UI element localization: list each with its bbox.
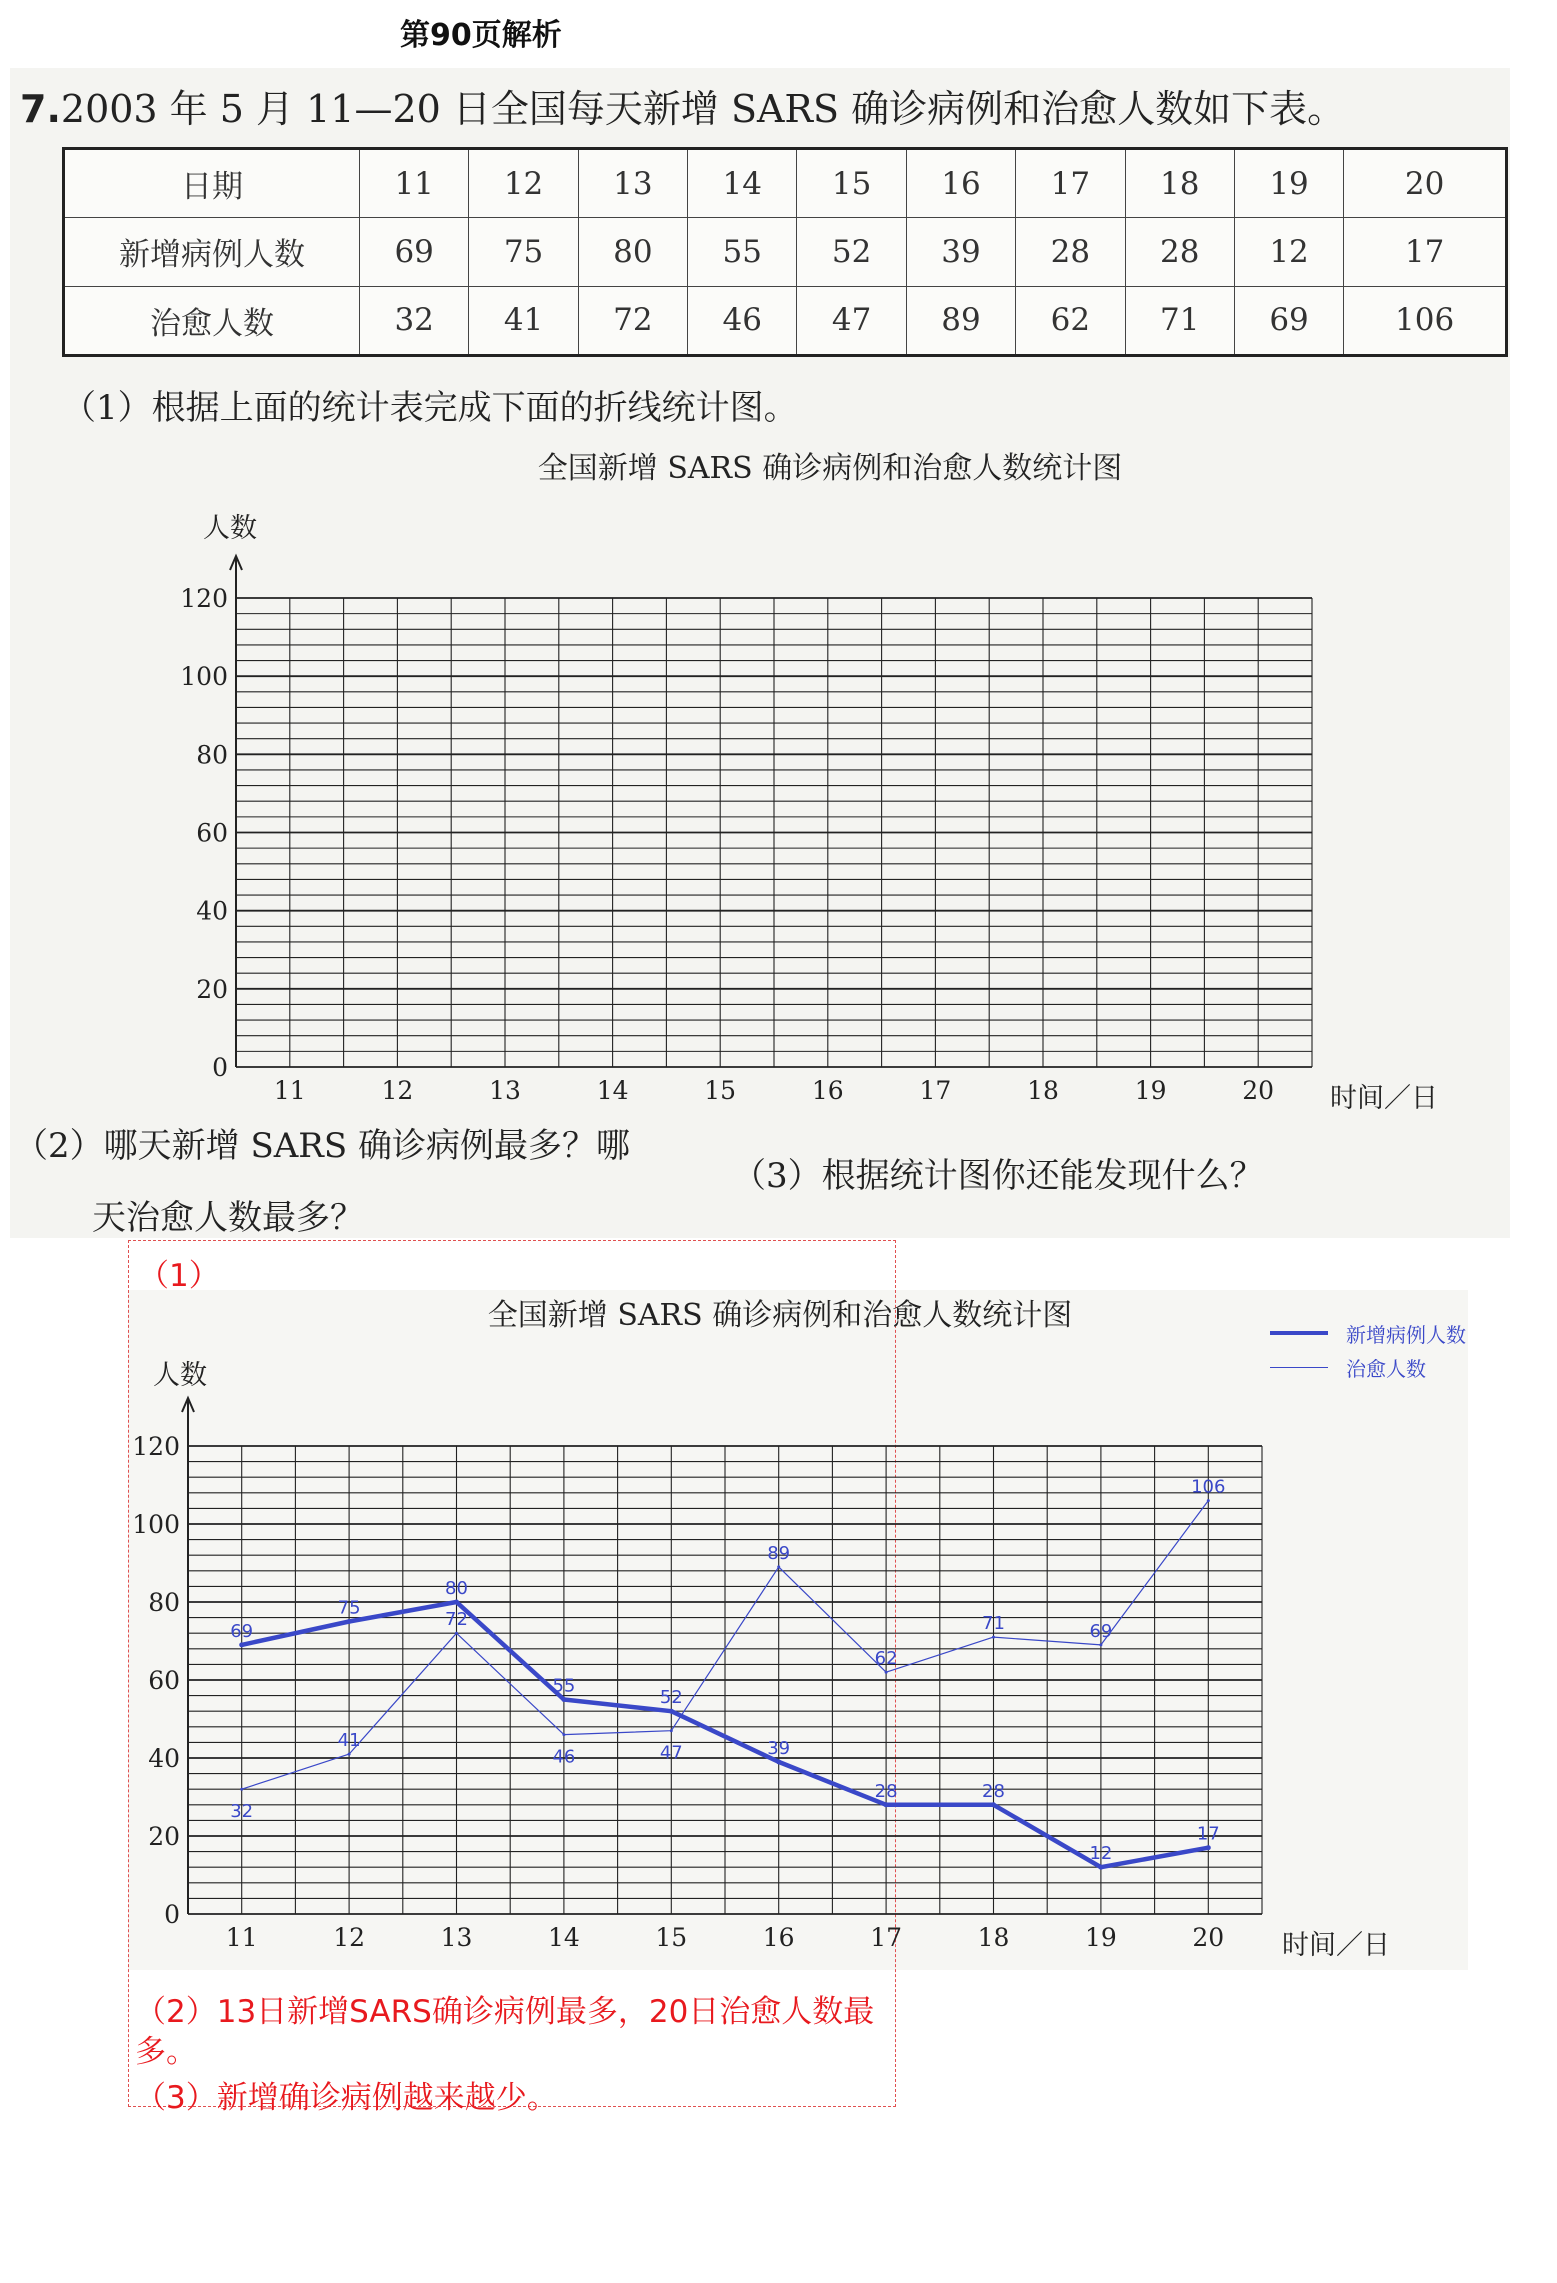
- data-point: [776, 1759, 781, 1764]
- chart-title: 全国新增 SARS 确诊病例和治愈人数统计图: [487, 1298, 1073, 1333]
- x-axis-label: 时间／日: [1330, 1083, 1438, 1114]
- table-cell: 52: [797, 218, 906, 286]
- legend-label: 新增病例人数: [1346, 1322, 1466, 1347]
- question-2-line2: 天治愈人数最多？: [92, 1198, 364, 1238]
- x-tick-label: 17: [870, 1923, 903, 1952]
- table-cell: 41: [469, 286, 578, 355]
- x-tick-label: 18: [977, 1923, 1010, 1952]
- table-cell: 39: [906, 218, 1015, 286]
- table-cell: 12: [1234, 218, 1343, 286]
- table-cell: 47: [797, 286, 906, 355]
- data-point: [777, 1565, 780, 1568]
- data-label: 89: [767, 1542, 791, 1564]
- data-label: 47: [659, 1742, 683, 1764]
- data-point: [239, 1642, 244, 1647]
- x-tick-label: 18: [1027, 1076, 1059, 1105]
- table-cell: 69: [1234, 286, 1343, 355]
- y-tick-label: 20: [148, 1822, 180, 1851]
- data-label: 69: [1089, 1620, 1113, 1642]
- answer-2-line1: （2）13日新增SARS确诊病例最多，20日治愈人数最: [135, 1994, 875, 2030]
- y-tick-label: 100: [180, 662, 228, 692]
- legend-item: [1270, 1350, 1466, 1384]
- table-cell: 28: [1016, 218, 1125, 286]
- data-point: [1099, 1643, 1102, 1646]
- data-point: [454, 1600, 459, 1605]
- data-point: [455, 1632, 458, 1635]
- table-cell: 106: [1344, 286, 1507, 355]
- data-label: 55: [552, 1675, 576, 1697]
- legend-item: [1270, 1316, 1466, 1350]
- y-tick-label: 0: [164, 1900, 180, 1929]
- data-label: 72: [445, 1609, 468, 1631]
- question-2-line1: （2）哪天新增 SARS 确诊病例最多？哪: [14, 1126, 630, 1166]
- data-point: [992, 1636, 995, 1639]
- chart-title: 全国新增 SARS 确诊病例和治愈人数统计图: [537, 451, 1123, 486]
- question-1: （1）根据上面的统计表完成下面的折线统计图。: [62, 388, 798, 428]
- table-cell: 32: [360, 286, 469, 355]
- data-label: 71: [982, 1613, 1005, 1635]
- data-point: [670, 1729, 673, 1732]
- y-tick-label: 60: [148, 1666, 180, 1695]
- data-label: 46: [552, 1746, 576, 1768]
- data-point: [562, 1733, 565, 1736]
- table-cell: 75: [469, 218, 578, 286]
- table-cell: 28: [1125, 218, 1234, 286]
- data-label: 28: [982, 1780, 1005, 1802]
- y-tick-label: 20: [196, 974, 228, 1004]
- data-label: 32: [230, 1801, 254, 1823]
- table-cell: 72: [578, 286, 687, 355]
- y-tick-label: 0: [212, 1053, 228, 1082]
- x-tick-label: 16: [811, 1076, 844, 1105]
- data-point: [1207, 1499, 1210, 1502]
- data-point: [1098, 1865, 1103, 1870]
- data-label: 28: [874, 1780, 898, 1802]
- x-tick-label: 15: [655, 1923, 688, 1952]
- x-axis-label: 时间／日: [1282, 1930, 1390, 1961]
- table-cell: 16: [906, 149, 1015, 218]
- y-tick-label: 80: [148, 1588, 180, 1617]
- data-point: [347, 1619, 352, 1624]
- table-cell: 11: [360, 149, 469, 218]
- problem-number: 7.: [20, 87, 61, 131]
- y-tick-label: 120: [180, 584, 228, 613]
- legend-label: 治愈人数: [1346, 1356, 1426, 1381]
- table-row-label: 新增病例人数: [64, 218, 360, 286]
- x-tick-label: 12: [381, 1076, 414, 1105]
- data-point: [1206, 1845, 1211, 1850]
- data-label: 52: [659, 1687, 683, 1709]
- data-label: 62: [874, 1648, 898, 1670]
- answer-1-label: （1）: [138, 1258, 220, 1294]
- data-point: [348, 1753, 351, 1756]
- x-tick-label: 19: [1084, 1923, 1117, 1952]
- data-label: 75: [337, 1597, 361, 1619]
- y-tick-label: 40: [148, 1744, 180, 1773]
- table-header-label: 日期: [64, 149, 360, 218]
- x-tick-label: 12: [333, 1923, 366, 1952]
- x-tick-label: 20: [1192, 1923, 1225, 1952]
- answer-2-line2: 多。: [135, 2034, 197, 2070]
- table-cell: 18: [1125, 149, 1234, 218]
- answer-3: （3）新增确诊病例越来越少。: [135, 2080, 558, 2116]
- x-tick-label: 15: [704, 1076, 737, 1105]
- legend-swatch-thick: [1270, 1331, 1328, 1335]
- table-cell: 17: [1016, 149, 1125, 218]
- data-label: 39: [767, 1737, 791, 1759]
- data-point: [240, 1788, 243, 1791]
- question-3: （3）根据统计图你还能发现什么？: [732, 1156, 1264, 1196]
- y-tick-label: 40: [196, 896, 228, 926]
- y-axis-label: 人数: [153, 1360, 207, 1391]
- legend-swatch-thin: [1270, 1367, 1328, 1368]
- table-row-label: 治愈人数: [64, 286, 360, 355]
- x-tick-label: 19: [1134, 1076, 1167, 1105]
- y-tick-label: 80: [196, 740, 228, 770]
- table-cell: 89: [906, 286, 1015, 355]
- y-tick-label: 120: [132, 1432, 180, 1461]
- table-cell: 71: [1125, 286, 1234, 355]
- table-cell: 46: [688, 286, 797, 355]
- data-label: 41: [337, 1730, 361, 1752]
- table-cell: 55: [688, 218, 797, 286]
- x-tick-label: 20: [1242, 1076, 1275, 1105]
- chart-legend: [1270, 1316, 1466, 1384]
- y-tick-label: 100: [132, 1510, 180, 1539]
- x-tick-label: 13: [489, 1076, 521, 1105]
- table-cell: 19: [1234, 149, 1343, 218]
- data-point: [561, 1697, 566, 1702]
- problem-text: 2003 年 5 月 11—20 日全国每天新增 SARS 确诊病例和治愈人数如下表。: [60, 87, 1346, 131]
- data-label: 106: [1191, 1476, 1226, 1498]
- x-tick-label: 11: [273, 1076, 306, 1105]
- data-point: [885, 1671, 888, 1674]
- page-title: 第90页解析: [400, 18, 562, 53]
- table-cell: 14: [688, 149, 797, 218]
- y-axis-label: 人数: [203, 513, 257, 544]
- table-cell: 15: [797, 149, 906, 218]
- data-point: [991, 1802, 996, 1807]
- table-cell: 20: [1344, 149, 1507, 218]
- data-point: [884, 1802, 889, 1807]
- x-tick-label: 14: [596, 1076, 629, 1105]
- data-label: 80: [445, 1578, 468, 1599]
- x-tick-label: 13: [440, 1923, 473, 1952]
- data-point: [669, 1709, 674, 1714]
- data-label: 69: [230, 1620, 254, 1642]
- table-cell: 62: [1016, 286, 1125, 355]
- table-cell: 69: [360, 218, 469, 286]
- x-tick-label: 11: [225, 1923, 258, 1952]
- data-label: 12: [1089, 1843, 1113, 1865]
- table-cell: 12: [469, 149, 578, 218]
- x-tick-label: 17: [919, 1076, 952, 1105]
- table-cell: 17: [1344, 218, 1507, 286]
- y-tick-label: 60: [196, 818, 228, 848]
- table-cell: 80: [578, 218, 687, 286]
- x-tick-label: 16: [762, 1923, 795, 1952]
- data-label: 17: [1196, 1823, 1220, 1845]
- x-tick-label: 14: [547, 1923, 580, 1952]
- table-cell: 13: [578, 149, 687, 218]
